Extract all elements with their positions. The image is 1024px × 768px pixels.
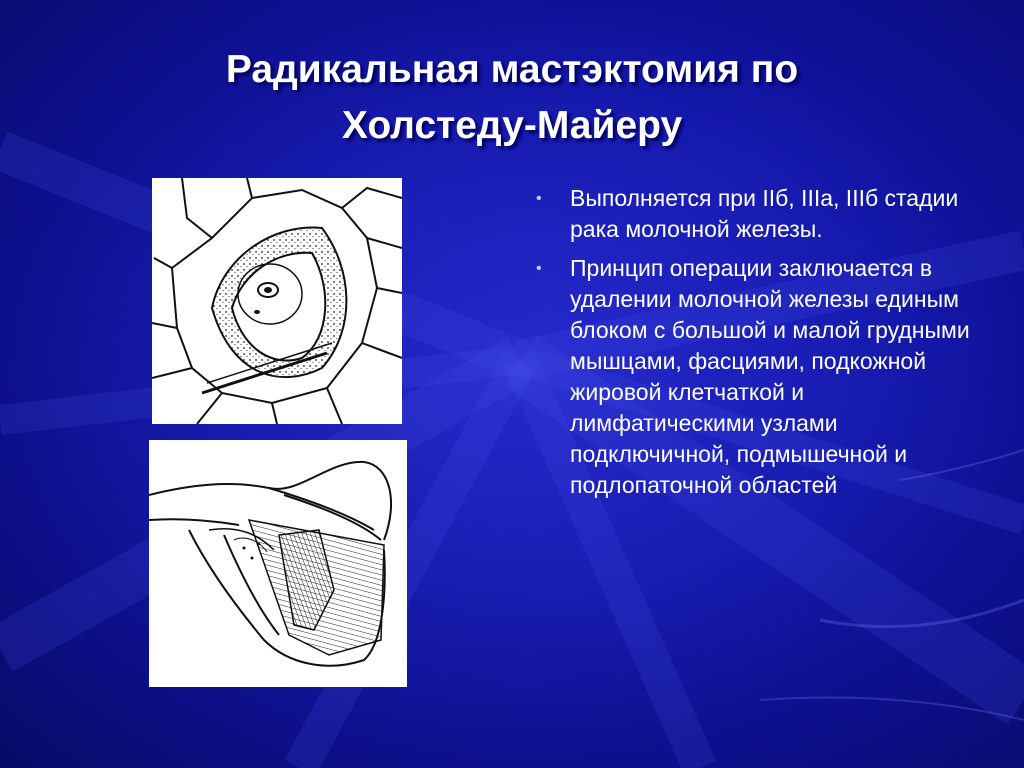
title-line-2: Холстеду-Майеру xyxy=(341,104,683,147)
bullet-marker: • xyxy=(536,190,542,207)
muscle-diagram xyxy=(149,440,407,687)
title-line-1: Радикальная мастэктомия по xyxy=(225,48,799,91)
chest-muscle-diagram-icon xyxy=(149,440,407,687)
bullet-marker: • xyxy=(536,260,542,277)
bullet-item-stages xyxy=(536,183,986,245)
incision-diagram xyxy=(152,178,402,424)
bullet-text-stages: Выполняется при IIб, IIIа, IIIб стадии рака молочной железы. xyxy=(570,185,959,242)
bullet-list xyxy=(536,183,986,509)
incision-diagram-icon xyxy=(152,178,402,424)
bullet-item-principle xyxy=(536,253,986,501)
slide-title xyxy=(0,42,1024,154)
bullet-text-principle: Принцип операции заключается в удалении молочной железы единым блоком с большой и малой грудными мышцами, фасциями, подкожной жировой клетчаткой и лимфатическими узлами подключичной, подмышечной и подлопаточной областей xyxy=(570,255,970,498)
